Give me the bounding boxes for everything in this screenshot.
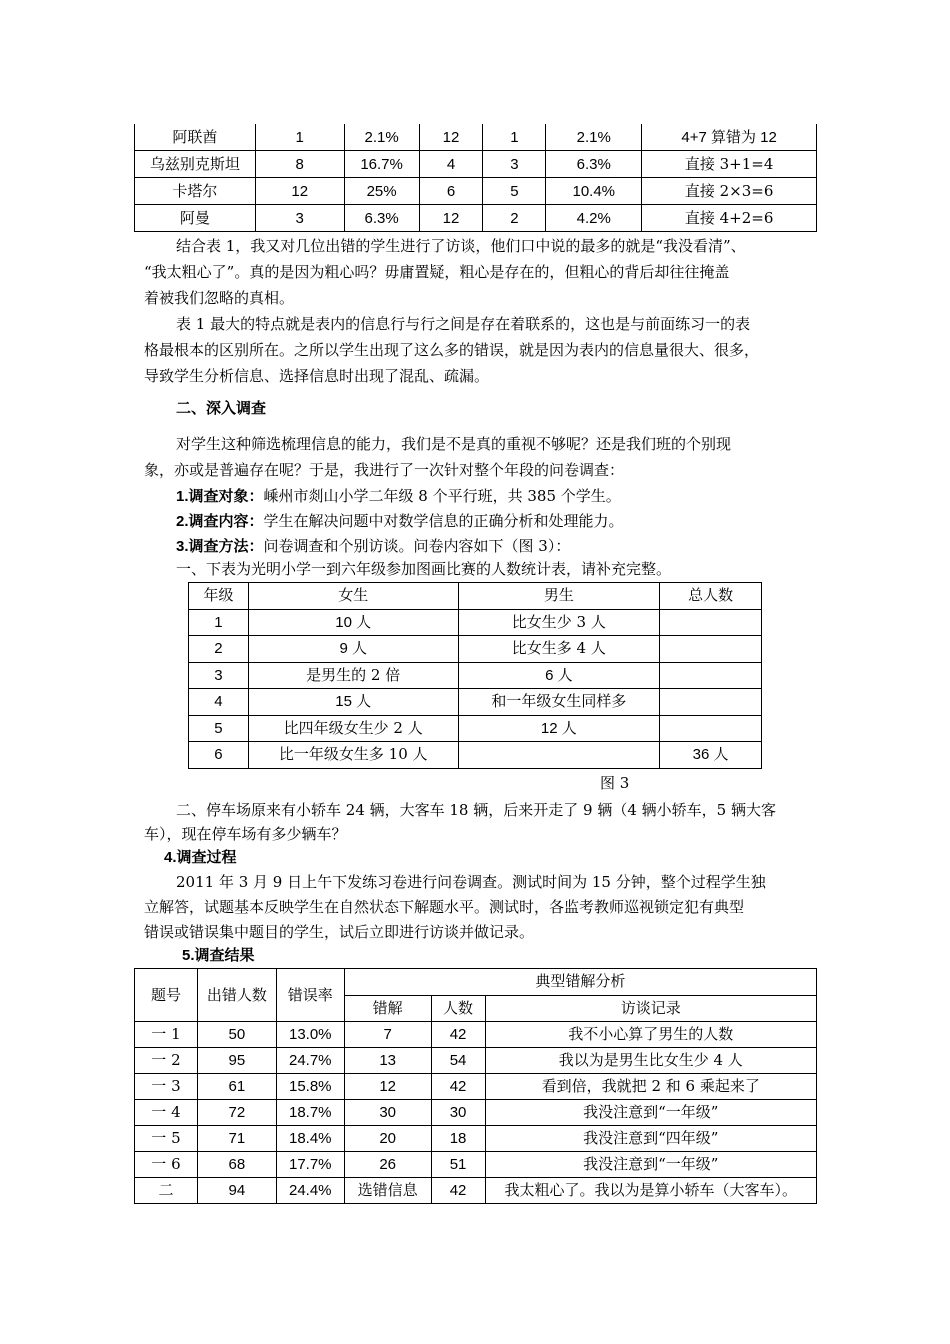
table-cell: 10.4% <box>546 178 642 205</box>
table-cell: 16.7% <box>344 151 419 178</box>
table-cell <box>660 662 762 689</box>
table-cell: 卡塔尔 <box>135 178 256 205</box>
table-row <box>135 1152 817 1178</box>
header-student-count: 人数 <box>431 995 485 1022</box>
paragraph-3-line-1: 对学生这种筛选梳理信息的能力，我们是不是真的重视不够呢？还是我们班的个别现 <box>176 435 732 453</box>
table-cell: 我不小心算了男生的人数 <box>485 1022 816 1048</box>
table-cell: 一 2 <box>135 1048 198 1074</box>
table-header-row <box>189 583 762 610</box>
table-row <box>189 662 762 689</box>
paragraph-1-line-1: 结合表 1，我又对几位出错的学生进行了访谈，他们口中说的最多的就是“我没看清”、 <box>176 237 746 255</box>
table-cell: 二 <box>135 1178 198 1204</box>
table-cell: 12 <box>419 124 483 151</box>
survey-object-text: 嵊州市剡山小学二年级 8 个平行班，共 385 个学生。 <box>263 487 621 505</box>
table-row <box>189 715 762 742</box>
table-cell: 比四年级女生少 2 人 <box>248 715 458 742</box>
table-cell: 5 <box>483 178 546 205</box>
table-cell: 42 <box>431 1022 485 1048</box>
table-cell: 我以为是男生比女生少 4 人 <box>485 1048 816 1074</box>
table-cell: 18 <box>431 1126 485 1152</box>
table-cell: 30 <box>431 1100 485 1126</box>
table-cell: 一 4 <box>135 1100 198 1126</box>
table-cell: 阿曼 <box>135 205 256 232</box>
column-header: 女生 <box>248 583 458 610</box>
survey-process-heading: 4.调查过程 <box>164 849 237 866</box>
table-cell: 54 <box>431 1048 485 1074</box>
table-cell: 4 <box>189 689 249 716</box>
table-row <box>189 742 762 769</box>
table-cell: 3 <box>483 151 546 178</box>
table-cell <box>660 636 762 663</box>
table-row <box>135 1100 817 1126</box>
table-row <box>135 151 817 178</box>
table-cell: 一 5 <box>135 1126 198 1152</box>
table-cell: 我没注意到“一年级” <box>485 1100 816 1126</box>
table-cell: 94 <box>197 1178 276 1204</box>
table-cell: 我没注意到“一年级” <box>485 1152 816 1178</box>
table-cell: 25% <box>344 178 419 205</box>
table-cell: 15 人 <box>248 689 458 716</box>
table-cell: 6 <box>419 178 483 205</box>
table-cell: 一 6 <box>135 1152 198 1178</box>
table-row <box>189 689 762 716</box>
table-cell: 我没注意到“四年级” <box>485 1126 816 1152</box>
header-interview-record: 访谈记录 <box>485 995 816 1022</box>
column-header: 年级 <box>189 583 249 610</box>
table-cell: 乌兹别克斯坦 <box>135 151 256 178</box>
table-cell: 36 人 <box>660 742 762 769</box>
survey-object-label: 1.调查对象： <box>176 488 264 505</box>
table-cell: 选错信息 <box>344 1178 431 1204</box>
question-2-line-1: 二、停车场原来有小轿车 24 辆，大客车 18 辆，后来开走了 9 辆（4 辆小轿车，5 辆大客 <box>176 801 776 819</box>
table-cell: 6 <box>189 742 249 769</box>
table-row <box>135 1074 817 1100</box>
table-cell: 1 <box>255 124 344 151</box>
table-row <box>135 1126 817 1152</box>
table-row <box>135 124 817 151</box>
table-cell: 2 <box>483 205 546 232</box>
paragraph-2-line-2: 格最根本的区别所在。之所以学生出现了这么多的错误，就是因为表内的信息量很大、很多， <box>144 341 760 359</box>
table-cell: 8 <box>255 151 344 178</box>
table-cell: 15.8% <box>276 1074 344 1100</box>
table-cell: 直接 3+1=4 <box>642 151 817 178</box>
table-cell: 13 <box>344 1048 431 1074</box>
table-cell: 一 3 <box>135 1074 198 1100</box>
table-cell: 6.3% <box>546 151 642 178</box>
table-cell <box>660 609 762 636</box>
table-row <box>135 1022 817 1048</box>
table-cell: 9 人 <box>248 636 458 663</box>
table-cell: 1 <box>189 609 249 636</box>
paragraph-1-line-3: 着被我们忽略的真相。 <box>144 289 295 307</box>
survey-content-label: 2.调查内容： <box>176 513 264 530</box>
table-cell: 看到倍，我就把 2 和 6 乘起来了 <box>485 1074 816 1100</box>
table-cell: 3 <box>255 205 344 232</box>
table-cell: 50 <box>197 1022 276 1048</box>
table-cell: 6.3% <box>344 205 419 232</box>
table-cell <box>660 715 762 742</box>
table-cell: 18.7% <box>276 1100 344 1126</box>
table-cell: 4+7 算错为 12 <box>642 124 817 151</box>
table-cell: 7 <box>344 1022 431 1048</box>
header-question-number: 题号 <box>135 969 198 1022</box>
table-row <box>135 1178 817 1204</box>
question-2-line-2: 车），现在停车场有多少辆车？ <box>144 825 347 843</box>
table-cell: 24.7% <box>276 1048 344 1074</box>
results-table-1 <box>134 124 817 232</box>
table-cell: 2 <box>189 636 249 663</box>
table-cell: 比女生多 4 人 <box>458 636 660 663</box>
table-cell: 比一年级女生多 10 人 <box>248 742 458 769</box>
table-cell: 24.4% <box>276 1178 344 1204</box>
column-header: 男生 <box>458 583 660 610</box>
table-cell: 比女生少 3 人 <box>458 609 660 636</box>
table-cell: 20 <box>344 1126 431 1152</box>
paragraph-2-line-1: 表 1 最大的特点就是表内的信息行与行之间是存在着联系的，这也是与前面练习一的表 <box>176 315 751 333</box>
table-cell: 4.2% <box>546 205 642 232</box>
table-row <box>135 205 817 232</box>
table-cell: 26 <box>344 1152 431 1178</box>
paragraph-4-line-3: 错误或错误集中题目的学生，试后立即进行访谈并做记录。 <box>144 923 535 941</box>
paragraph-4-line-2: 立解答，试题基本反映学生在自然状态下解题水平。测试时，各监考教师巡视锁定犯有典型 <box>144 898 745 916</box>
table-cell: 12 人 <box>458 715 660 742</box>
survey-content <box>176 508 624 535</box>
table-cell: 42 <box>431 1178 485 1204</box>
table-cell: 30 <box>344 1100 431 1126</box>
table-cell: 12 <box>344 1074 431 1100</box>
table-cell: 12 <box>255 178 344 205</box>
survey-results-heading: 5.调查结果 <box>182 947 255 964</box>
header-error-rate: 错误率 <box>276 969 344 1022</box>
table-cell: 直接 2×3=6 <box>642 178 817 205</box>
results-table-3 <box>134 968 817 1204</box>
survey-content-text: 学生在解决问题中对数学信息的正确分析和处理能力。 <box>263 512 624 530</box>
table-cell: 18.4% <box>276 1126 344 1152</box>
section-heading: 二、深入调查 <box>176 400 267 417</box>
table-cell: 4 <box>419 151 483 178</box>
table-cell: 2.1% <box>344 124 419 151</box>
paragraph-2-line-3: 导致学生分析信息、选择信息时出现了混乱、疏漏。 <box>144 367 490 385</box>
paragraph-3-line-2: 象，亦或是普遍存在呢？于是，我进行了一次针对整个年段的问卷调查： <box>144 461 625 479</box>
table-cell: 我太粗心了。我以为是算小轿车（大客车）。 <box>485 1178 816 1204</box>
table-cell: 10 人 <box>248 609 458 636</box>
table-cell: 6 人 <box>458 662 660 689</box>
table-row <box>135 178 817 205</box>
table-row <box>189 609 762 636</box>
table-cell: 71 <box>197 1126 276 1152</box>
header-typical-error-analysis: 典型错解分析 <box>344 969 816 996</box>
table-cell: 阿联酋 <box>135 124 256 151</box>
table-row <box>135 1048 817 1074</box>
survey-object <box>176 483 621 510</box>
table-cell: 42 <box>431 1074 485 1100</box>
paragraph-4-line-1: 2011 年 3 月 9 日上午下发练习卷进行问卷调查。测试时间为 15 分钟，整个过程学生独 <box>176 873 766 891</box>
table-cell <box>458 742 660 769</box>
table-cell: 和一年级女生同样多 <box>458 689 660 716</box>
table-cell: 12 <box>419 205 483 232</box>
header-error-count: 出错人数 <box>197 969 276 1022</box>
table-cell: 72 <box>197 1100 276 1126</box>
table-cell: 5 <box>189 715 249 742</box>
table-cell: 95 <box>197 1048 276 1074</box>
table-row <box>189 636 762 663</box>
questionnaire-table <box>188 582 762 769</box>
paragraph-1-line-2: “我太粗心了”。真的是因为粗心吗？毋庸置疑，粗心是存在的，但粗心的背后却往往掩盖 <box>144 263 730 281</box>
table-cell: 68 <box>197 1152 276 1178</box>
figure-caption: 图 3 <box>600 774 630 792</box>
header-wrong-answer: 错解 <box>344 995 431 1022</box>
table-cell: 1 <box>483 124 546 151</box>
survey-method-label: 3.调查方法： <box>176 538 264 555</box>
table-cell: 是男生的 2 倍 <box>248 662 458 689</box>
question-1-text: 一、下表为光明小学一到六年级参加图画比赛的人数统计表，请补充完整。 <box>176 560 672 578</box>
table-cell: 直接 4+2=6 <box>642 205 817 232</box>
table-cell <box>660 689 762 716</box>
table-cell: 2.1% <box>546 124 642 151</box>
table-cell: 3 <box>189 662 249 689</box>
table-cell: 61 <box>197 1074 276 1100</box>
table-cell: 17.7% <box>276 1152 344 1178</box>
column-header: 总人数 <box>660 583 762 610</box>
table-cell: 一 1 <box>135 1022 198 1048</box>
table-cell: 13.0% <box>276 1022 344 1048</box>
table-cell: 51 <box>431 1152 485 1178</box>
survey-method-text: 问卷调查和个别访谈。问卷内容如下（图 3）： <box>263 537 571 555</box>
